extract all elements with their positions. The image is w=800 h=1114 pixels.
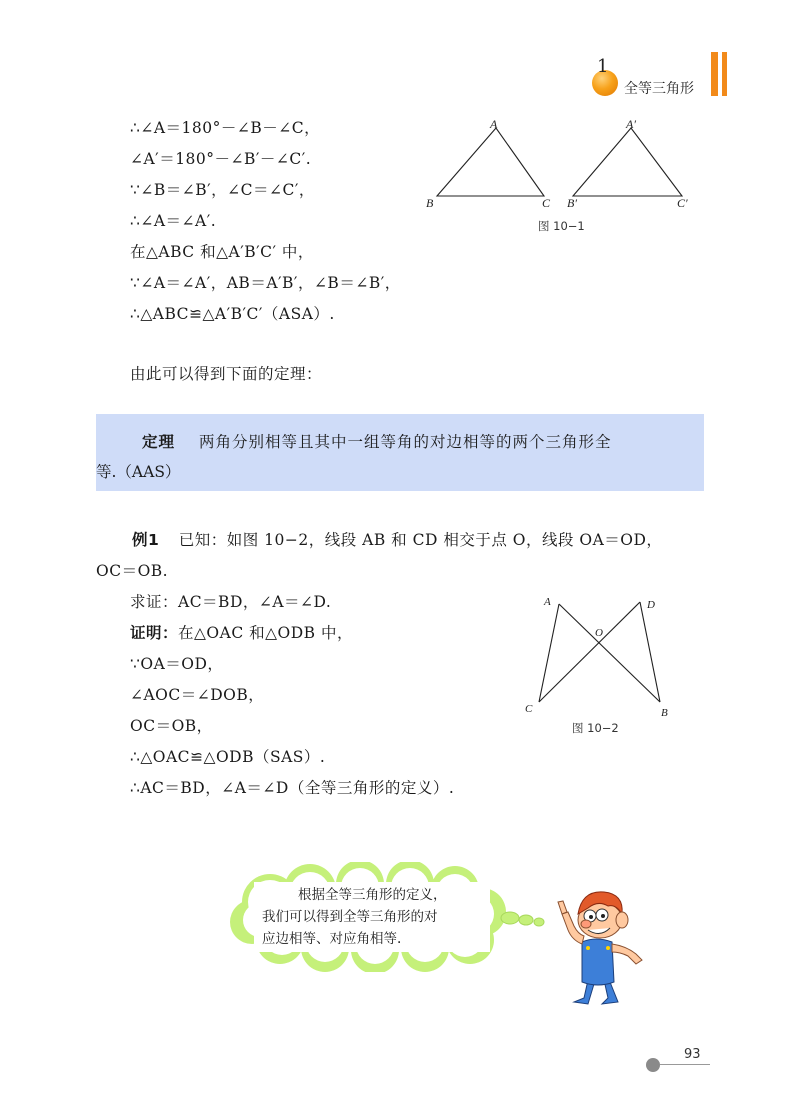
theorem-label: 定理 [142,433,176,451]
theorem-text: 两角分别相等且其中一组等角的对边相等的两个三角形全 [198,433,612,451]
proof-line: ∵∠A＝∠A′，AB＝A′B′，∠B＝∠B′， [130,274,401,292]
segment-cd [539,602,640,702]
intro-text: 由此可以得到下面的定理： [130,365,323,383]
label-a-prime: A′ [626,117,636,131]
theorem-text: 等.（AAS） [96,463,181,481]
triangle-abc [437,128,544,196]
triangle-abc-prime [573,128,682,196]
bubble-line: 根据全等三角形的定义， [298,887,447,903]
header-accent-bar [722,52,727,96]
example-proof-line [130,621,353,643]
example-given-cont: OC＝OB. [96,562,169,580]
example-given: 已知：如图 10−2，线段 AB 和 CD 相交于点 O，线段 OA＝OD， [178,531,663,549]
proof-label: 证明： [130,624,179,642]
segment-ab [559,604,660,702]
page-rule [660,1064,710,1065]
bubble-line: 我们可以得到全等三角形的对 [262,909,438,925]
label-a: A [490,117,498,131]
example-proof-line: ∴△OAC≌△ODB（SAS）. [130,748,326,766]
proof-line: ∴∠A＝∠A′. [130,212,217,230]
label-b-prime: B′ [567,196,577,210]
example-line [132,528,662,550]
figure-10-2 [520,592,680,722]
bubble-text [262,884,447,950]
bubble-line: 应边相等、对应角相等. [262,931,402,947]
example-label: 例1 [132,531,160,549]
proof-line: ∠A′＝180°－∠B′－∠C′. [130,150,312,168]
example-proof-line: ∴AC＝BD，∠A＝∠D（全等三角形的定义）. [130,779,455,797]
label-d: D [647,599,655,611]
example-prove: 求证：AC＝BD，∠A＝∠D. [130,593,332,611]
label-c: C [542,196,551,210]
header-accent-bar [711,52,718,96]
label-b: B [661,707,668,719]
proof-text: 在△OAC 和△ODB 中， [178,624,353,642]
figure-caption: 图 10−2 [572,721,619,735]
proof-line: ∴∠A＝180°－∠B－∠C， [130,119,321,137]
cartoon-character-illustration [548,880,658,1015]
example-proof-line: OC＝OB， [130,717,213,735]
proof-line: ∴△ABC≌△A′B′C′（ASA）. [130,305,335,323]
figure-caption: 图 10−1 [538,219,585,233]
proof-line: 在△ABC 和△A′B′C′ 中， [130,243,314,261]
figure-10-1 [420,112,710,212]
example-proof-line: ∠AOC＝∠DOB， [130,686,265,704]
theorem-line [142,430,611,452]
proof-line: ∵∠B＝∠B′，∠C＝∠C′， [130,181,315,199]
chapter-number: 1 [597,56,609,77]
page-number: 93 [684,1047,701,1062]
example-proof-line: ∵OA＝OD， [130,655,224,673]
chapter-title: 全等三角形 [624,81,694,97]
page-marker-icon [646,1058,660,1072]
segment-db [640,602,660,702]
theorem-box [96,414,704,491]
label-c-prime: C′ [677,196,688,210]
label-b: B [426,196,434,210]
label-a: A [544,596,551,608]
label-c: C [525,703,533,715]
label-o: O [595,627,603,639]
segment-ac [539,604,559,702]
